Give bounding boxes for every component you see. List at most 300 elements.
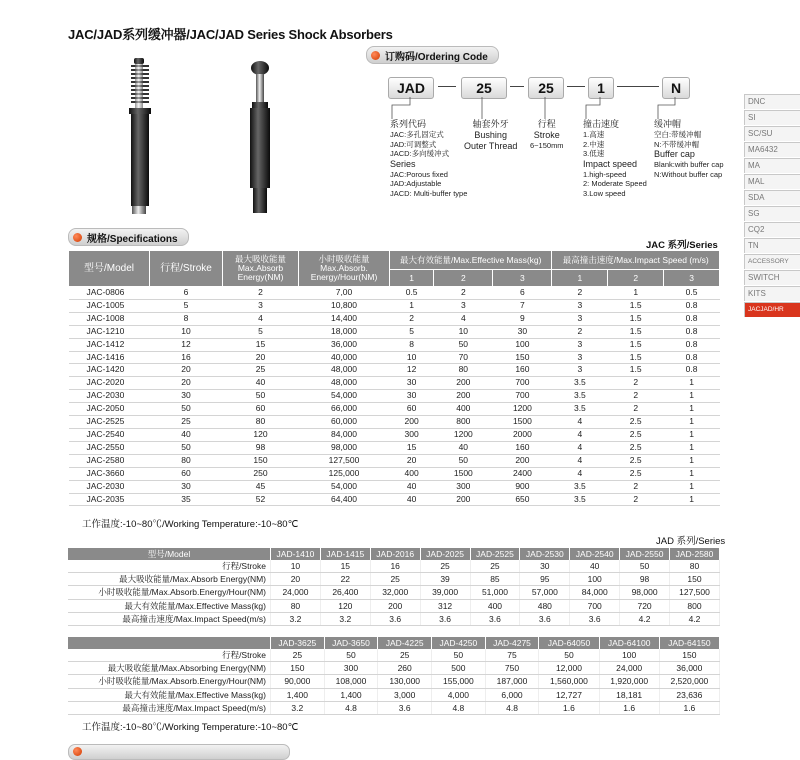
table-cell: 52 — [223, 493, 299, 506]
table-cell: 3.5 — [552, 377, 608, 390]
table-cell: JAC-2030 — [69, 480, 150, 493]
table-cell: 150 — [670, 573, 720, 586]
desc-line: 6~150mm — [530, 141, 564, 150]
side-nav — [744, 94, 800, 318]
desc-line: 3.Low speed — [583, 188, 626, 198]
code-desc-series — [390, 119, 467, 198]
table-cell: 14,400 — [299, 312, 390, 325]
table-cell: 4 — [552, 441, 608, 454]
col-model: JAD-1410 — [271, 548, 321, 560]
table-cell: 100 — [599, 649, 659, 662]
table-cell: JAC-1412 — [69, 338, 150, 351]
table-cell: 20 — [390, 454, 434, 467]
code-series: JAD — [388, 77, 434, 99]
table-cell: 120 — [223, 428, 299, 441]
dash — [438, 86, 456, 87]
table-row — [69, 493, 720, 506]
col-label — [68, 637, 271, 649]
col-model: JAD-2530 — [520, 548, 570, 560]
table-cell: 1.5 — [608, 299, 664, 312]
table-row — [68, 662, 720, 675]
table-cell: 24,000 — [599, 662, 659, 675]
table-cell: 5 — [223, 325, 299, 338]
code-connectors — [380, 97, 710, 119]
col-model: JAD-64100 — [599, 637, 659, 649]
jad-temperature-note: 工作温度:-10~80℃/Working Temperature:-10~80℃ — [82, 722, 299, 733]
table-cell: 3.5 — [552, 403, 608, 416]
table-cell: 300 — [324, 662, 378, 675]
table-cell: 1,560,000 — [539, 675, 599, 688]
table-cell: JAC-2550 — [69, 441, 150, 454]
table-cell: 1,400 — [324, 688, 378, 701]
table-cell: 16 — [150, 351, 223, 364]
table-cell: 0.5 — [390, 287, 434, 300]
table-cell: 26,400 — [320, 586, 370, 599]
table-cell: JAC-1420 — [69, 364, 150, 377]
table-cell: 25 — [271, 649, 325, 662]
table-cell: 2.5 — [608, 467, 664, 480]
table-cell: 39,000 — [420, 586, 470, 599]
table-cell: 30 — [150, 390, 223, 403]
desc-line: 行程 — [537, 119, 556, 129]
table-row — [69, 377, 720, 390]
table-cell: 4,000 — [432, 688, 486, 701]
specifications-heading — [68, 228, 189, 246]
table-cell: 98,000 — [299, 441, 390, 454]
nav-item-accessory[interactable]: ACCESSORY — [744, 254, 800, 269]
table-cell: 7 — [493, 299, 552, 312]
table-cell: 1 — [664, 441, 720, 454]
table-cell: 3.6 — [470, 612, 520, 625]
row-label: 最高撞击速度/Max.Impact Speed(m/s) — [68, 612, 271, 625]
table-cell: 4 — [434, 312, 493, 325]
table-cell: 150 — [271, 662, 325, 675]
nav-item-tn[interactable]: TN — [744, 238, 800, 253]
code-desc-stroke — [530, 119, 564, 151]
bullet-icon — [73, 747, 82, 756]
desc-line: 3.低速 — [583, 149, 605, 158]
table-cell: 9 — [493, 312, 552, 325]
table-cell: 98 — [620, 573, 670, 586]
table-cell: 480 — [520, 599, 570, 612]
table-cell: 40 — [223, 377, 299, 390]
table-cell: 10,800 — [299, 299, 390, 312]
table-cell: 200 — [434, 493, 493, 506]
table-cell: 200 — [390, 416, 434, 429]
nav-item-kits[interactable]: KITS — [744, 286, 800, 301]
table-cell: 32,000 — [370, 586, 420, 599]
table-cell: 12,727 — [539, 688, 599, 701]
desc-line: 2: Moderate Speed — [583, 179, 647, 188]
table-cell: 16 — [370, 560, 420, 573]
table-cell: 10 — [271, 560, 321, 573]
desc-line: Outer Thread — [464, 141, 518, 151]
table-row — [68, 560, 720, 573]
table-cell: 6 — [493, 287, 552, 300]
table-cell: 2 — [608, 377, 664, 390]
table-cell: 54,000 — [299, 480, 390, 493]
table-cell: 1500 — [434, 467, 493, 480]
table-cell: 40 — [390, 493, 434, 506]
table-cell: 2.5 — [608, 454, 664, 467]
table-cell: 36,000 — [299, 338, 390, 351]
table-cell: 20 — [271, 573, 321, 586]
table-row — [69, 416, 720, 429]
table-row — [69, 403, 720, 416]
table-cell: 2,520,000 — [659, 675, 719, 688]
nav-item-sda[interactable]: SDA — [744, 190, 800, 205]
sub-col: 3 — [664, 270, 720, 287]
table-cell: 80 — [271, 599, 321, 612]
table-cell: 30 — [390, 390, 434, 403]
table-cell: 20 — [223, 351, 299, 364]
nav-item-ma[interactable]: MA — [744, 158, 800, 173]
jac-series-label: JAC 系列/Series — [646, 240, 718, 251]
table-row — [69, 287, 720, 300]
desc-line: JAD:Adjustable — [390, 179, 442, 188]
table-cell: 2 — [390, 312, 434, 325]
jac-temperature-note: 工作温度:-10~80℃/Working Temperature:-10~80℃ — [82, 519, 299, 530]
table-cell: 150 — [659, 649, 719, 662]
table-cell: 4 — [223, 312, 299, 325]
table-cell: 130,000 — [378, 675, 432, 688]
desc-line: 缓冲帽 — [654, 119, 682, 129]
table-cell: 50 — [434, 454, 493, 467]
table-cell: 48,000 — [299, 364, 390, 377]
table-cell: 200 — [434, 377, 493, 390]
desc-line: JAC:多孔固定式 — [390, 130, 444, 139]
col-model: JAD-2580 — [670, 548, 720, 560]
bullet-icon — [73, 233, 82, 242]
table-cell: 800 — [670, 599, 720, 612]
table-cell: 400 — [470, 599, 520, 612]
desc-line: 轴套外牙 — [472, 119, 509, 129]
row-label: 最高撞击速度/Max.Impact Speed(m/s) — [68, 701, 271, 714]
desc-line: Blank:with buffer cap — [654, 160, 724, 169]
table-cell: 3 — [552, 351, 608, 364]
table-cell: 3.6 — [520, 612, 570, 625]
table-cell: 80 — [670, 560, 720, 573]
sub-col: 3 — [493, 270, 552, 287]
jad-series-label: JAD 系列/Series — [656, 536, 726, 547]
table-row — [69, 441, 720, 454]
desc-line: 1.高速 — [583, 130, 605, 139]
desc-line: 撞击速度 — [583, 119, 620, 129]
table-cell: 2 — [608, 493, 664, 506]
table-cell: 3.5 — [552, 480, 608, 493]
col-model: JAD-64150 — [659, 637, 719, 649]
table-cell: 700 — [570, 599, 620, 612]
col-energy-hour: 小时吸收能量 Max.Absorb. Energy/Hour(NM) — [299, 251, 390, 287]
col-model: JAD-3625 — [271, 637, 325, 649]
table-cell: 160 — [493, 364, 552, 377]
table-cell: 15 — [223, 338, 299, 351]
sub-col: 1 — [552, 270, 608, 287]
dash — [510, 86, 524, 87]
table-cell: 2 — [552, 325, 608, 338]
col-model: JAD-4225 — [378, 637, 432, 649]
table-cell: 0.8 — [664, 364, 720, 377]
col-speed: 最高撞击速度/Max.Impact Speed (m/s) — [552, 251, 720, 270]
table-cell: 1.6 — [599, 701, 659, 714]
table-cell: 312 — [420, 599, 470, 612]
table-cell: 100 — [570, 573, 620, 586]
sub-col: 2 — [434, 270, 493, 287]
table-cell: 3 — [552, 312, 608, 325]
table-cell: 1.6 — [659, 701, 719, 714]
col-model: JAD-2550 — [620, 548, 670, 560]
bullet-icon — [371, 51, 380, 60]
table-cell: 25 — [150, 416, 223, 429]
table-cell: JAC-2035 — [69, 493, 150, 506]
table-row — [68, 586, 720, 599]
table-cell: 25 — [370, 573, 420, 586]
code-bushing: 25 — [461, 77, 507, 99]
table-cell: 24,000 — [271, 586, 321, 599]
table-row — [69, 428, 720, 441]
table-cell: 2.5 — [608, 416, 664, 429]
table-cell: 800 — [434, 416, 493, 429]
table-cell: 50 — [150, 403, 223, 416]
table-cell: 84,000 — [299, 428, 390, 441]
table-cell: 2 — [434, 287, 493, 300]
table-cell: 1 — [664, 390, 720, 403]
sub-col: 1 — [390, 270, 434, 287]
table-cell: 1500 — [493, 416, 552, 429]
table-cell: 10 — [390, 351, 434, 364]
table-cell: 5 — [150, 299, 223, 312]
nav-item-mal[interactable]: MAL — [744, 174, 800, 189]
table-cell: 4.8 — [432, 701, 486, 714]
code-stroke: 25 — [528, 77, 564, 99]
table-cell: 7,00 — [299, 287, 390, 300]
table-cell: 50 — [434, 338, 493, 351]
table-cell: 6 — [150, 287, 223, 300]
table-cell: JAC-1008 — [69, 312, 150, 325]
table-cell: 1 — [664, 467, 720, 480]
table-cell: JAC-0806 — [69, 287, 150, 300]
table-cell: 2000 — [493, 428, 552, 441]
table-cell: 2.5 — [608, 428, 664, 441]
table-cell: 18,000 — [299, 325, 390, 338]
col-model: JAD-4250 — [432, 637, 486, 649]
table-row — [69, 338, 720, 351]
table-cell: 10 — [434, 325, 493, 338]
col-label: 型号/Model — [68, 548, 271, 560]
table-cell: 160 — [493, 441, 552, 454]
nav-item-sg[interactable]: SG — [744, 206, 800, 221]
table-cell: 12,000 — [539, 662, 599, 675]
col-model: 型号/Model — [69, 251, 150, 287]
ordering-code-heading — [366, 46, 499, 64]
table-cell: 0.8 — [664, 312, 720, 325]
code-desc-impact-speed — [583, 119, 647, 198]
desc-line: 空白:带缓冲帽 — [654, 130, 702, 139]
page-title: JAC/JAD系列缓冲器/JAC/JAD Series Shock Absorbers — [68, 27, 393, 42]
table-cell: 100 — [493, 338, 552, 351]
table-cell: 40 — [150, 428, 223, 441]
table-cell: 98 — [223, 441, 299, 454]
table-cell: JAC-2030 — [69, 390, 150, 403]
desc-line: Bushing — [474, 130, 507, 140]
row-label: 行程/Stroke — [68, 560, 271, 573]
table-cell: 200 — [434, 390, 493, 403]
col-model: JAD-2540 — [570, 548, 620, 560]
table-cell: 108,000 — [324, 675, 378, 688]
table-cell: JAC-2580 — [69, 454, 150, 467]
table-cell: 3 — [552, 364, 608, 377]
table-cell: 25 — [420, 560, 470, 573]
table-cell: 1.5 — [608, 312, 664, 325]
table-cell: 1.5 — [608, 351, 664, 364]
table-cell: 155,000 — [432, 675, 486, 688]
desc-line: Impact speed — [583, 158, 638, 169]
col-model: JAD-3650 — [324, 637, 378, 649]
jad-table-1 — [68, 548, 720, 626]
table-cell: 8 — [390, 338, 434, 351]
table-cell: 1 — [664, 428, 720, 441]
table-cell: 300 — [434, 480, 493, 493]
table-cell: 3.5 — [552, 493, 608, 506]
table-cell: 45 — [223, 480, 299, 493]
table-cell: 1 — [664, 454, 720, 467]
table-cell: 40 — [390, 480, 434, 493]
table-cell: 0.8 — [664, 351, 720, 364]
nav-item-cq2[interactable]: CQ2 — [744, 222, 800, 237]
table-cell: 75 — [485, 649, 539, 662]
table-cell: 0.8 — [664, 325, 720, 338]
table-cell: JAC-1416 — [69, 351, 150, 364]
table-cell: 4 — [552, 416, 608, 429]
table-row — [69, 312, 720, 325]
col-energy: 最大吸收能量 Max.Absorb Energy(NM) — [223, 251, 299, 287]
table-cell: 1 — [664, 416, 720, 429]
table-cell: 750 — [485, 662, 539, 675]
table-cell: 80 — [223, 416, 299, 429]
table-cell: 30 — [520, 560, 570, 573]
dash — [567, 86, 585, 87]
table-cell: 90,000 — [271, 675, 325, 688]
nav-item-sc-su[interactable]: SC/SU — [744, 126, 800, 141]
table-cell: 150 — [493, 351, 552, 364]
table-cell: 125,000 — [299, 467, 390, 480]
row-label: 行程/Stroke — [68, 649, 271, 662]
table-cell: 25 — [223, 364, 299, 377]
dash — [617, 86, 659, 87]
table-cell: 3.6 — [420, 612, 470, 625]
table-cell: 40 — [570, 560, 620, 573]
table-row — [68, 675, 720, 688]
table-cell: 3.2 — [271, 612, 321, 625]
col-model: JAD-64050 — [539, 637, 599, 649]
table-cell: 150 — [223, 454, 299, 467]
table-cell: 40,000 — [299, 351, 390, 364]
table-cell: 3 — [552, 338, 608, 351]
row-label: 小时吸收能量/Max.Absorb.Energy/Hour(NM) — [68, 675, 271, 688]
table-cell: 700 — [493, 390, 552, 403]
table-cell: 39 — [420, 573, 470, 586]
table-cell: 3.2 — [271, 701, 325, 714]
table-cell: 23,636 — [659, 688, 719, 701]
col-mass: 最大有效能量/Max.Effective Mass(kg) — [390, 251, 552, 270]
nav-item-jac-jad-hr[interactable]: JACJAD/HR — [744, 302, 800, 317]
table-cell: 15 — [390, 441, 434, 454]
table-cell: 30 — [390, 377, 434, 390]
table-cell: JAC-2020 — [69, 377, 150, 390]
table-cell: 1,920,000 — [599, 675, 659, 688]
table-cell: 25 — [378, 649, 432, 662]
table-cell: 20 — [150, 377, 223, 390]
table-cell: 300 — [390, 428, 434, 441]
table-cell: 400 — [390, 467, 434, 480]
nav-item-ma6432[interactable]: MA6432 — [744, 142, 800, 157]
table-cell: 57,000 — [520, 586, 570, 599]
sub-col: 2 — [608, 270, 664, 287]
table-row — [69, 480, 720, 493]
table-cell: 50 — [223, 390, 299, 403]
table-row — [69, 325, 720, 338]
table-cell: 200 — [370, 599, 420, 612]
code-buffer-cap: N — [662, 77, 690, 99]
table-cell: 2 — [223, 287, 299, 300]
table-cell: 4.2 — [620, 612, 670, 625]
row-label: 小时吸收能量/Max.Absorb.Energy/Hour(NM) — [68, 586, 271, 599]
table-cell: 0.5 — [664, 287, 720, 300]
table-cell: JAC-1005 — [69, 299, 150, 312]
table-row — [69, 467, 720, 480]
table-cell: JAC-2540 — [69, 428, 150, 441]
table-cell: 50 — [150, 441, 223, 454]
table-cell: 15 — [320, 560, 370, 573]
nav-item-si[interactable]: SI — [744, 110, 800, 125]
table-cell: 84,000 — [570, 586, 620, 599]
table-cell: 51,000 — [470, 586, 520, 599]
table-cell: 5 — [390, 325, 434, 338]
table-cell: 8 — [150, 312, 223, 325]
nav-item-dnc[interactable]: DNC — [744, 94, 800, 109]
table-cell: 85 — [470, 573, 520, 586]
desc-line: Series — [390, 158, 416, 169]
table-row — [68, 688, 720, 701]
desc-line: JACD:多向缓冲式 — [390, 149, 450, 158]
table-cell: 36,000 — [659, 662, 719, 675]
table-cell: 2400 — [493, 467, 552, 480]
table-cell: 4 — [552, 467, 608, 480]
table-cell: 50 — [620, 560, 670, 573]
table-cell: 64,400 — [299, 493, 390, 506]
table-cell: 20 — [150, 364, 223, 377]
table-cell: 0.8 — [664, 299, 720, 312]
table-cell: 30 — [493, 325, 552, 338]
table-cell: 2.5 — [608, 441, 664, 454]
specifications-title: 规格/Specifications — [87, 233, 178, 245]
table-cell: 3.2 — [320, 612, 370, 625]
table-cell: 260 — [378, 662, 432, 675]
table-row — [69, 299, 720, 312]
nav-item-switch[interactable]: SWITCH — [744, 270, 800, 285]
code-desc-bushing — [464, 119, 517, 152]
table-cell: 187,000 — [485, 675, 539, 688]
table-cell: 0.8 — [664, 338, 720, 351]
table-cell: 98,000 — [620, 586, 670, 599]
col-model: JAD-4275 — [485, 637, 539, 649]
table-row — [69, 364, 720, 377]
table-cell: 1 — [664, 403, 720, 416]
table-cell: 48,000 — [299, 377, 390, 390]
table-cell: 1.5 — [608, 325, 664, 338]
table-cell: JAC-2525 — [69, 416, 150, 429]
table-cell: 2 — [608, 403, 664, 416]
